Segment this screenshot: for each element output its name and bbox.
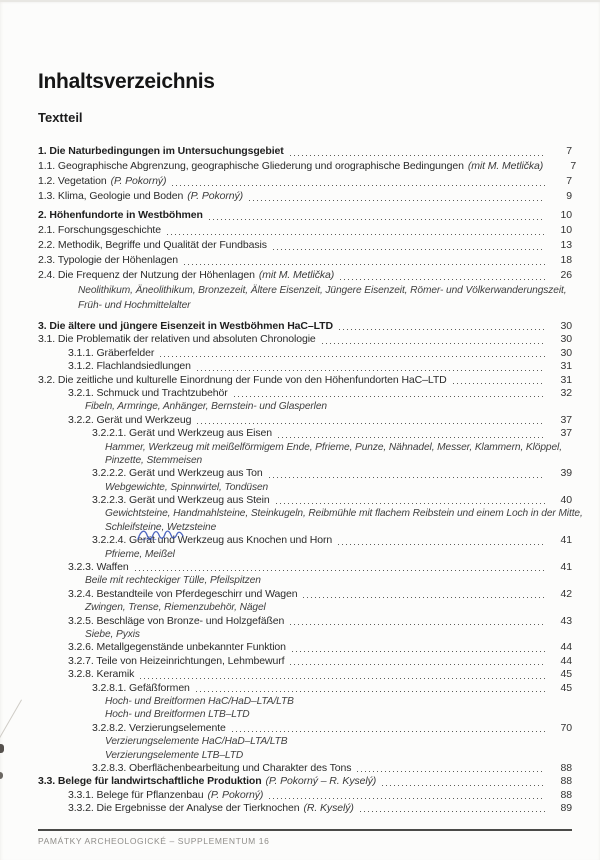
dot-leader [135,570,545,571]
entry-page-number: 44 [560,654,572,667]
entry-label: Pfrieme, Meißel [105,548,175,560]
toc-entry [38,494,572,507]
entry-page-number: 42 [560,587,572,600]
entry-label: Früh- und Hochmittelalter [78,300,191,311]
scan-artifact-spot [0,744,4,753]
dot-leader [249,200,545,201]
entry-author: (R. Kyselý) [303,802,354,815]
entry-label: 2. Höhenfundorte in Westböhmen [38,209,203,221]
entry-label: 3.3.1. Belege für Pflanzenbau [68,788,204,801]
entry-label: Verzierungselemente LTB–LTD [105,749,244,761]
entry-page-number: 88 [560,775,572,788]
entry-label: 3.2.2.3. Gerät und Werkzeug aus Stein [92,494,270,507]
dot-leader [232,731,545,732]
toc-entry [38,722,572,735]
scan-artifact-spot [0,772,3,779]
toc-entry [38,641,572,654]
entry-label: 3.3.2. Die Ergebnisse der Analyse der Tierknochen [68,802,300,815]
entry-page-number: 88 [560,761,572,774]
toc-entry [38,467,572,480]
entry-label: 2.4. Die Frequenz der Nutzung der Höhenlagen [38,269,255,281]
dot-leader [269,798,545,799]
entry-label: 2.2. Methodik, Begriffe und Qualität der Fundbasis [38,239,267,251]
toc-entry [38,615,572,628]
toc-entry [38,223,572,238]
entry-label: 3.2.2.2. Gerät und Werkzeug aus Ton [92,467,263,480]
toc-entry [38,708,572,721]
toc-entry [38,208,572,223]
entry-label: Schleifsteine, Wetzsteine [105,521,217,533]
toc-entry [38,374,572,387]
toc-entry [38,628,572,641]
entry-page-number: 89 [560,802,572,815]
entry-label: 3.2.2.4. Gerät und Werkzeug aus Knochen und Horn [92,534,333,547]
scan-edge-shadow [0,0,600,2]
footer-series-title: PAMÁTKY ARCHEOLOGICKÉ – SUPPLEMENTUM 16 [38,836,270,846]
entry-label: 1.2. Vegetation [38,175,107,187]
handwritten-ink-scribble [136,527,186,543]
entry-page-number: 40 [560,494,572,507]
dot-leader [172,185,545,186]
toc-entry [38,735,572,748]
entry-label: Neolithikum, Äneolithikum, Bronzezeit, Ältere Eisenzeit, Jüngere Eisenzeit, Römer- und Völkerwanderungszeit, [78,285,567,296]
entry-label: Pinzette, Stemmeisen [105,454,203,466]
entry-label: 3.2.6. Metallgegenstände unbekannter Funktion [68,641,286,654]
toc-section [38,320,583,815]
dot-leader [340,279,545,280]
entry-label: 3.2.1. Schmuck und Trachtzubehör [68,386,228,399]
entry-page-number: 70 [560,721,572,734]
entry-page-number: 32 [560,386,572,399]
dot-leader [197,423,545,424]
toc-entry [38,298,572,313]
dot-leader [234,396,545,397]
entry-label: 3.2.8.1. Gefäßformen [92,681,190,694]
toc-entry [38,574,572,587]
toc-entry [38,682,572,695]
toc-section [38,208,572,313]
entry-label: 3.2. Die zeitliche und kulturelle Einordnung der Funde von den Höhenfundorten HaC–LTD [38,373,447,386]
entry-page-number: 39 [560,467,572,480]
entry-page-number: 30 [560,333,572,346]
toc-entry [38,534,572,547]
toc-entry [38,454,572,467]
toc-entry [38,521,572,534]
entry-label: 1. Die Naturbedingungen im Untersuchungsgebiet [38,145,284,157]
scan-artifact-scratch [0,700,22,739]
dot-leader [167,234,545,235]
dot-leader [196,691,545,692]
toc-entry [38,601,572,614]
toc-entry [38,400,572,413]
entry-label: 2.1. Forschungsgeschichte [38,224,161,236]
toc-entry [38,481,572,494]
entry-author: (mit M. Metlička) [467,160,544,172]
dot-leader [290,624,545,625]
toc-entry [38,387,572,400]
toc-entry [38,441,572,454]
entry-label: Hammer, Werkzeug mit meißelförmigem Ende, Pfrieme, Punze, Nähnadel, Messer, Klammern, Klöppel, [105,441,562,453]
toc-entry [38,789,572,802]
toc-entry [38,333,572,346]
toc-entry [38,238,572,253]
toc-entry [38,174,572,189]
entry-label: Verzierungselemente HaC/HaD–LTA/LTB [105,736,288,748]
entry-label: 2.3. Typologie der Höhenlagen [38,254,178,266]
entry-label: 3.2.7. Teile von Heizeinrichtungen, Lehmbewurf [68,654,285,667]
entry-page-number: 88 [560,788,572,801]
entry-author: (P. Pokorný) [187,190,244,202]
toc-entry [38,548,572,561]
entry-page-number: 7 [566,145,572,157]
dot-leader [292,651,545,652]
toc-entry [38,802,572,815]
page-title: Inhaltsverzeichnis [38,70,215,93]
dot-leader [360,811,545,812]
dot-leader [197,370,545,371]
entry-page-number: 7 [570,160,577,172]
dot-leader [269,477,545,478]
dot-leader [290,155,545,156]
dot-leader [160,356,545,357]
footer-rule [38,829,572,831]
entry-page-number: 31 [560,373,572,386]
entry-author: (P. Pokorný – R. Kyselý) [265,775,377,788]
toc-entry [38,347,572,360]
entry-page-number: 30 [560,346,572,359]
entry-page-number: 26 [560,269,572,281]
entry-page-number: 37 [560,413,572,426]
entry-label: 3. Die ältere und jüngere Eisenzeit in Westböhmen HaC–LTD [38,320,333,332]
entry-page-number: 31 [560,360,572,373]
toc-entry [38,588,572,601]
entry-label: 3.2.8.2. Verzierungselemente [92,721,226,734]
entry-label: Beile mit rechteckiger Tülle, Pfeilspitzen [85,575,261,587]
entry-page-number: 41 [560,561,572,574]
entry-page-number: 9 [566,190,572,202]
entry-label: 3.2.2.1. Gerät und Werkzeug aus Eisen [92,427,272,440]
entry-author: (mit M. Metlička) [258,269,335,281]
dot-leader [303,597,545,598]
table-of-contents [38,144,583,815]
toc-entry [38,189,572,204]
entry-label: Gewichtsteine, Handmahlsteine, Steinkugeln, Reibmühle mit flachem Reibstein und einem Loch in der Mitte, [105,508,583,520]
dot-leader [338,544,545,545]
dot-leader [453,383,545,384]
dot-leader [140,678,545,679]
part-heading: Textteil [38,110,83,125]
entry-page-number: 10 [560,209,572,221]
entry-page-number: 7 [566,175,572,187]
toc-entry [38,253,572,268]
dot-leader [184,264,545,265]
toc-entry [38,655,572,668]
toc-section [38,144,577,204]
entry-page-number: 41 [560,534,572,547]
entry-label: Fibeln, Armringe, Anhänger, Bernstein- und Glasperlen [85,401,327,413]
toc-entry [38,762,572,775]
dot-leader [290,664,545,665]
dot-leader [322,343,545,344]
dot-leader [273,249,545,250]
entry-label: Hoch- und Breitformen LTB–LTD [105,709,250,721]
dot-leader [357,771,545,772]
entry-page-number: 13 [560,239,572,251]
toc-entry [38,159,577,174]
dot-leader [339,329,545,330]
entry-page-number: 45 [560,681,572,694]
entry-page-number: 18 [560,254,572,266]
entry-label: 3.3. Belege für landwirtschaftliche Produktion [38,775,262,788]
entry-page-number: 30 [560,320,572,332]
entry-page-number: 37 [560,427,572,440]
entry-label: Zwingen, Trense, Riemenzubehör, Nägel [85,602,266,614]
toc-entry [38,268,572,283]
entry-label: 3.2.3. Waffen [68,561,129,574]
toc-entry [38,668,572,681]
dot-leader [276,503,545,504]
entry-page-number: 10 [560,224,572,236]
toc-entry [38,507,583,520]
toc-entry [38,283,572,298]
entry-label: 1.3. Klima, Geologie und Boden [38,190,184,202]
dot-leader [382,785,545,786]
dot-leader [209,219,545,220]
toc-entry [38,561,572,574]
toc-entry [38,775,572,788]
entry-label: 3.1.2. Flachlandsiedlungen [68,360,191,373]
entry-author: (P. Pokorný) [110,175,167,187]
entry-label: 3.2.5. Beschläge von Bronze- und Holzgefäßen [68,614,285,627]
toc-entry [38,144,572,159]
entry-label: 3.2.8. Keramik [68,668,135,681]
entry-page-number: 43 [560,614,572,627]
entry-label: Siebe, Pyxis [85,628,140,640]
entry-label: Webgewichte, Spinnwirtel, Tondüsen [105,481,269,493]
toc-entry [38,427,572,440]
entry-label: 3.1. Die Problematik der relativen und absoluten Chronologie [38,333,316,346]
entry-label: 3.2.8.3. Oberflächenbearbeitung und Charakter des Tons [92,761,352,774]
entry-label: 3.2.4. Bestandteile von Pferdegeschirr und Wagen [68,587,298,600]
dot-leader [278,437,545,438]
entry-page-number: 45 [560,668,572,681]
toc-entry [38,360,572,373]
entry-label: 3.1.1. Gräberfelder [68,346,155,359]
entry-author: (P. Pokorný) [207,788,264,801]
toc-entry [38,695,572,708]
toc-entry [38,320,572,333]
entry-label: Hoch- und Breitformen HaC/HaD–LTA/LTB [105,695,294,707]
toc-entry [38,414,572,427]
entry-label: 3.2.2. Gerät und Werkzeug [68,413,192,426]
toc-entry [38,749,572,762]
entry-label: 1.1. Geographische Abgrenzung, geographische Gliederung und orographische Bedingungen [38,160,464,172]
entry-page-number: 44 [560,641,572,654]
